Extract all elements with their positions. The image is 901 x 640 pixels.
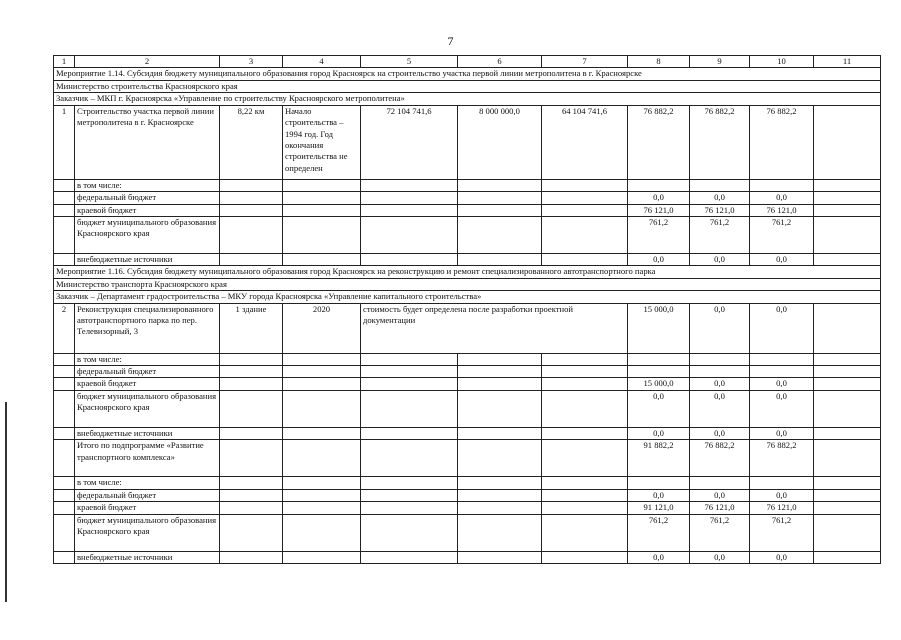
year1-value: 76 882,2 <box>628 105 690 179</box>
row-label: бюджет муниципального образования Красноярского края <box>75 216 220 253</box>
table-row: внебюджетные источники 0,0 0,0 0,0 <box>54 551 881 563</box>
col-num-8: 8 <box>628 56 690 68</box>
table-row <box>54 366 881 378</box>
construction-period: 2020 <box>283 303 361 353</box>
budget-table <box>53 55 881 564</box>
row-label: в том числе: <box>75 353 220 365</box>
col-num-5: 5 <box>361 56 458 68</box>
row-label: внебюджетные источники <box>75 427 220 439</box>
table-row: федеральный бюджет 0,0 0,0 0,0 <box>54 192 881 204</box>
row-label: федеральный бюджет <box>75 192 220 204</box>
measure-1-14-title: Мероприятие 1.14. Субсидия бюджету муниципального образования город Красноярск на строительство участка первой линии метрополитена в г. Красноярске <box>54 68 881 80</box>
capacity: 8,22 км <box>220 105 283 179</box>
row-label: бюджет муниципального образования Красноярского края <box>75 390 220 427</box>
row-label: бюджет муниципального образования Красноярского края <box>75 514 220 551</box>
table-row: внебюджетные источники 0,0 0,0 0,0 <box>54 427 881 439</box>
table-row: краевой бюджет 76 121,0 76 121,0 76 121,0 <box>54 204 881 216</box>
col-num-2: 2 <box>75 56 220 68</box>
totals-year2: 76 882,2 <box>690 440 750 477</box>
object-name: Реконструкция специализированного автотранспортного парка по пер. Телевизорный, 3 <box>75 303 220 353</box>
year2-value: 0,0 <box>690 303 750 353</box>
totals-year1: 91 882,2 <box>628 440 690 477</box>
col-num-1: 1 <box>54 56 75 68</box>
cost-note: стоимость будет определена после разработки проектной документации <box>361 303 628 353</box>
year3-value: 0,0 <box>750 303 814 353</box>
table-row <box>54 179 881 191</box>
table-row <box>54 477 881 489</box>
col6-value: 8 000 000,0 <box>458 105 542 179</box>
row-label: внебюджетные источники <box>75 551 220 563</box>
ministry-transport: Министерство транспорта Красноярского края <box>54 278 881 290</box>
year3-value: 76 882,2 <box>750 105 814 179</box>
col-num-3: 3 <box>220 56 283 68</box>
capacity: 1 здание <box>220 303 283 353</box>
table-row: бюджет муниципального образования Красноярского края 761,2 761,2 761,2 <box>54 216 881 253</box>
table-row: федеральный бюджет 0,0 0,0 0,0 <box>54 489 881 501</box>
column-number-row <box>54 56 881 68</box>
row-label: федеральный бюджет <box>75 366 220 378</box>
customer-metro: Заказчик – МКП г. Красноярска «Управление по строительству Красноярского метрополитена» <box>54 93 881 105</box>
table-row: бюджет муниципального образования Красноярского края 761,2 761,2 761,2 <box>54 514 881 551</box>
row-num: 2 <box>54 303 75 353</box>
measure-1-16-title: Мероприятие 1.16. Субсидия бюджету муниципального образования город Красноярск на реконструкцию и ремонт специализированного автотранспортного парка <box>54 266 881 278</box>
row-label: федеральный бюджет <box>75 489 220 501</box>
col-num-11: 11 <box>814 56 881 68</box>
col-num-6: 6 <box>458 56 542 68</box>
total-cost: 72 104 741,6 <box>361 105 458 179</box>
row-label: в том числе: <box>75 477 220 489</box>
row-label: в том числе: <box>75 179 220 191</box>
year2-value: 76 882,2 <box>690 105 750 179</box>
totals-year3: 76 882,2 <box>750 440 814 477</box>
scan-edge-line <box>5 402 7 602</box>
col7-value: 64 104 741,6 <box>542 105 628 179</box>
table-row: бюджет муниципального образования Красноярского края 0,0 0,0 0,0 <box>54 390 881 427</box>
col-num-10: 10 <box>750 56 814 68</box>
row-label: краевой бюджет <box>75 378 220 390</box>
totals-label: Итого по подпрограмме «Развитие транспортного комплекса» <box>75 440 220 477</box>
customer-ucs: Заказчик – Департамент градостроительства – МКУ города Красноярска «Управление капитального строительства» <box>54 291 881 303</box>
row-num: 1 <box>54 105 75 179</box>
table-row: краевой бюджет 91 121,0 76 121,0 76 121,0 <box>54 502 881 514</box>
table-row <box>54 303 881 353</box>
ministry-construction: Министерство строительства Красноярского края <box>54 80 881 92</box>
year1-value: 15 000,0 <box>628 303 690 353</box>
table-row: краевой бюджет 15 000,0 0,0 0,0 <box>54 378 881 390</box>
row-label: краевой бюджет <box>75 204 220 216</box>
totals-row <box>54 440 881 477</box>
object-name: Строительство участка первой линии метрополитена в г. Красноярске <box>75 105 220 179</box>
table-row <box>54 353 881 365</box>
row-label: краевой бюджет <box>75 502 220 514</box>
table-row <box>54 105 881 179</box>
construction-period: Начало строительства – 1994 год. Год окончания строительства не определен <box>283 105 361 179</box>
col-num-4: 4 <box>283 56 361 68</box>
row-label: внебюджетные источники <box>75 253 220 265</box>
table-row: внебюджетные источники 0,0 0,0 0,0 <box>54 253 881 265</box>
page-number: 7 <box>447 34 454 48</box>
col-num-7: 7 <box>542 56 628 68</box>
col-num-9: 9 <box>690 56 750 68</box>
